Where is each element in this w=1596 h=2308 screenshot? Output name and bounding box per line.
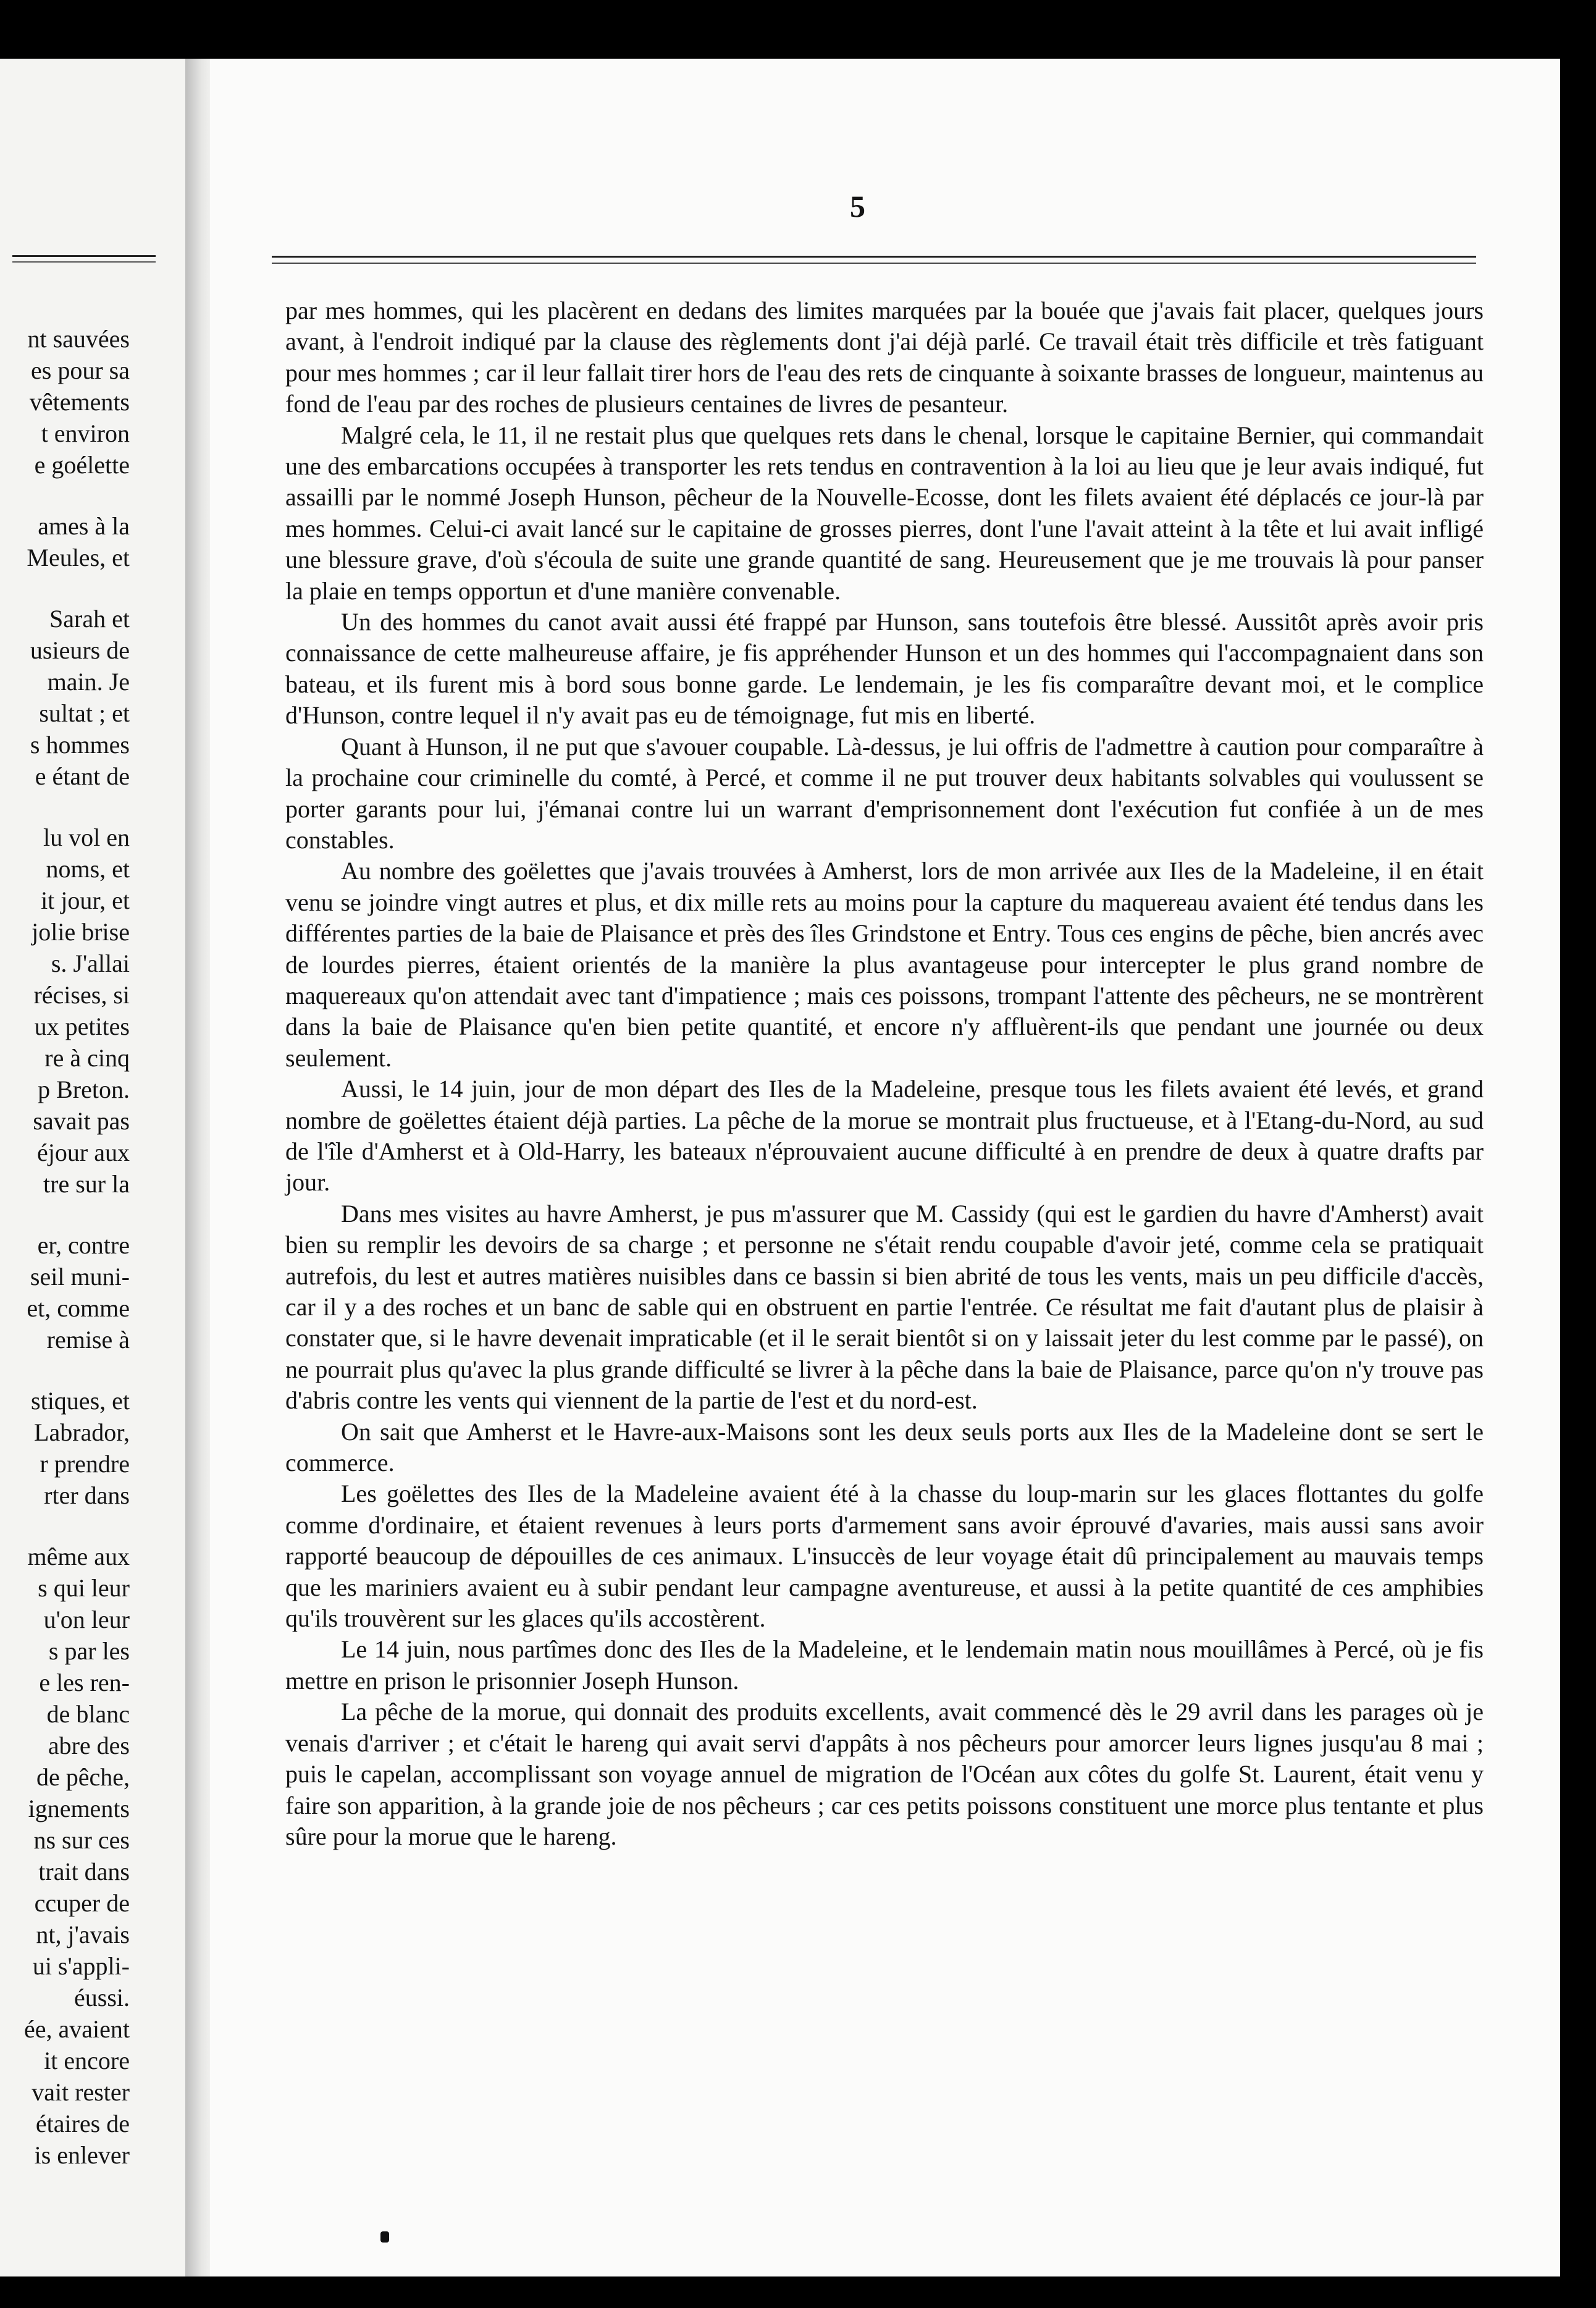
left-page-line: nt sauvées bbox=[27, 325, 130, 353]
left-page-line: it jour, et bbox=[41, 887, 130, 914]
left-page-line: nt, j'avais bbox=[36, 1921, 130, 1948]
left-page-line: is enlever bbox=[34, 2141, 130, 2169]
left-page-line: s hommes bbox=[30, 731, 130, 759]
left-page-line: sultat ; et bbox=[39, 699, 130, 727]
left-page-line: seil muni- bbox=[30, 1263, 130, 1291]
left-page-line: trait dans bbox=[38, 1858, 130, 1885]
page-number: 5 bbox=[850, 189, 865, 224]
left-page-line: p Breton. bbox=[38, 1076, 130, 1103]
paragraph: On sait que Amherst et le Havre-aux-Maisons sont les deux seuls ports aux Iles de la Madeleine dont se sert le commerce. bbox=[285, 1417, 1484, 1477]
left-page-line: et, comme bbox=[27, 1294, 130, 1322]
left-page-line: abre des bbox=[48, 1732, 130, 1759]
header-rule bbox=[272, 256, 1476, 264]
left-page-line bbox=[6, 573, 130, 603]
left-page-line bbox=[6, 1355, 130, 1385]
left-page-line: t environ bbox=[41, 419, 130, 447]
left-page-line: main. Je bbox=[47, 668, 130, 696]
left-page-line: es pour sa bbox=[31, 356, 130, 384]
left-page-line: s. J'allai bbox=[51, 950, 130, 977]
left-page-line: éussi. bbox=[74, 1984, 130, 2011]
left-page-fragment bbox=[0, 59, 185, 2276]
paragraph: Dans mes visites au havre Amherst, je pus m'assurer que M. Cassidy (qui est le gardien du havre d'Amherst) avait bien su remplir les devoirs de sa charge ; et personne ne s'était rendu coupable d'avoir jeté, comme cela se pratiquait autrefois, du lest et autres matières nuisibles dans ce bassin si bien abrité de tous les vents, mais un peu difficile d'accès, car il y a des roches et un banc de sable qui en obstruent en partie l'entrée. Ce résultat me fait d'autant plus de plaisir à constater que, si le havre devenait impraticable (et il le serait bientôt si on y laissait jeter du lest comme par le passé), on ne pourrait plus qu'avec la plus grande difficulté se livrer à la pêche dans la baie de Plaisance, parce qu'on n'y trouve pas d'abris contre les vents qui viennent de la partie de l'est et du nord-est. bbox=[285, 1199, 1484, 1415]
left-page-line: de blanc bbox=[46, 1700, 130, 1728]
left-page-line: noms, et bbox=[46, 855, 130, 883]
left-page-line: Meules, et bbox=[27, 544, 130, 571]
left-page-line: ux petites bbox=[34, 1013, 130, 1040]
body-text bbox=[285, 295, 1484, 1852]
left-page-line: même aux bbox=[27, 1543, 130, 1570]
left-page-line: usieurs de bbox=[30, 636, 130, 664]
left-page-line: s qui leur bbox=[38, 1574, 130, 1602]
left-page-line: e les ren- bbox=[39, 1669, 130, 1696]
left-page-line: vait rester bbox=[32, 2078, 130, 2106]
left-page-line: ns sur ces bbox=[33, 1826, 130, 1854]
left-page-line: ames à la bbox=[38, 512, 130, 540]
left-page-line bbox=[6, 1200, 130, 1229]
left-page-line: ée, avaient bbox=[24, 2015, 130, 2043]
scan-speck bbox=[380, 2231, 389, 2243]
paragraph: Malgré cela, le 11, il ne restait plus que quelques rets dans le chenal, lorsque le capitaine Bernier, qui commandait une des embarcations occupées à transporter les rets tendus en contravention à la loi au lieu que je leur avais indiqué, fut assailli par le nommé Joseph Hunson, pêcheur de la Nouvelle-Ecosse, dont les filets avaient été déplacés ce jour-là par mes hommes. Celui-ci avait lancé sur le capitaine de grosses pierres, dont l'une l'avait atteint à la tête et lui avait infligé une blessure grave, d'où s'écoula de suite une grande quantité de sang. Heureusement que je me trouvais là pour panser la plaie en temps opportun et d'une manière convenable. bbox=[285, 421, 1484, 605]
left-page-line bbox=[6, 792, 130, 822]
paragraph: Au nombre des goëlettes que j'avais trouvées à Amherst, lors de mon arrivée aux Iles de la Madeleine, il en était venu se joindre vingt autres et plus, et dix mille rets au moins pour la capture du maquereau avaient été tendus dans les différentes parties de la baie de Plaisance et près des îles Grindstone et Entry. Tous ces engins de pêche, bien ancrés avec de lourdes pierres, étaient orientés de la manière la plus avantageuse pour intercepter le plus grand nombre de maquereaux qu'on attendait avec tant d'impatience ; mais ces poissons, trompant l'attente des pêcheurs, ne se montrèrent dans la baie de Plaisance qu'en bien petite quantité, et encore n'y affluèrent-ils que pendant une journée ou deux seulement. bbox=[285, 857, 1484, 1072]
left-page-line: remise à bbox=[46, 1326, 130, 1354]
paragraph: Aussi, le 14 juin, jour de mon départ des Iles de la Madeleine, presque tous les filets avaient été levés, et grand nombre de goëlettes étaient déjà parties. La pêche de la morue se montrait plus fructueuse, et à l'Etang-du-Nord, au sud de l'île d'Amherst et à Old-Harry, les bateaux n'éprouvaient aucune difficulté à en prendre de deux à quatre drafts par jour. bbox=[285, 1075, 1484, 1197]
left-page-line: re à cinq bbox=[44, 1044, 130, 1072]
paragraph: Le 14 juin, nous partîmes donc des Iles de la Madeleine, et le lendemain matin nous mouillâmes à Percé, où je fis mettre en prison le prisonnier Joseph Hunson. bbox=[285, 1635, 1484, 1695]
left-page-line: éjour aux bbox=[37, 1139, 130, 1166]
left-page-line: er, contre bbox=[37, 1231, 130, 1259]
left-page-line: e étant de bbox=[35, 762, 130, 790]
paragraph: par mes hommes, qui les placèrent en dedans des limites marquées par la bouée que j'avais fait placer, quelques jours avant, à l'endroit indiqué par la clause des règlements dont j'ai déjà parlé. Ce travail était très difficile et très fatiguant pour mes hommes ; car il leur fallait tirer hors de l'eau des rets de cinquante à soixante brasses de longueur, maintenus au fond de l'eau par des roches de plusieurs centaines de livres de pesanteur. bbox=[285, 297, 1484, 418]
left-page-line: u'on leur bbox=[43, 1606, 130, 1633]
paragraph: La pêche de la morue, qui donnait des produits excellents, avait commencé dès le 29 avril dans les parages où je venais d'arriver ; et c'était le hareng qui avait servi d'appâts à nos pêcheurs pour amorcer leurs lignes jusqu'au 8 mai ; puis le capelan, accomplissant son voyage annuel de migration de l'Océan aux côtes du golfe St. Laurent, était venu y faire son apparition, à la grande joie de nos pêcheurs ; car ces petits poissons constituent une morce plus tentante et plus sûre pour la morue que le hareng. bbox=[285, 1698, 1484, 1850]
left-page-line: tre sur la bbox=[43, 1170, 130, 1198]
left-page-line: ignements bbox=[28, 1795, 130, 1822]
left-page-line: e goélette bbox=[34, 451, 130, 479]
paragraph: Les goëlettes des Iles de la Madeleine avaient été à la chasse du loup-marin sur les glaces flottantes du golfe comme d'ordinaire, et étaient revenues à leurs ports d'armement sans avoir éprouvé d'avaries, mais aussi sans avoir rapporté beaucoup de dépouilles de ces animaux. L'insuccès de leur voyage était dû principalement au mauvais temps que les mariniers avaient eu à subir pendant leur campagne aventureuse, et aussi à la petite quantité de ces amphibies qu'ils trouvèrent sur les glaces qu'ils accostèrent. bbox=[285, 1480, 1484, 1633]
left-page-line bbox=[6, 481, 130, 510]
left-page-line: lu vol en bbox=[43, 823, 130, 851]
left-page-line: rter dans bbox=[44, 1481, 130, 1509]
paragraph: Quant à Hunson, il ne put que s'avouer coupable. Là-dessus, je lui offris de l'admettre à caution pour comparaître à la prochaine cour criminelle du comté, à Percé, et comme il ne put trouver deux habitants solvables qui voulussent se porter garants pour lui, j'émanai contre lui un warrant d'emprisonnement dont l'exécution fut confiée à un de mes constables. bbox=[285, 732, 1484, 854]
left-page-line: de pêche, bbox=[36, 1763, 130, 1791]
left-page-line: savait pas bbox=[33, 1107, 130, 1135]
left-page-line: récises, si bbox=[33, 981, 130, 1009]
left-page-line: r prendre bbox=[40, 1450, 130, 1478]
left-page-line: stiques, et bbox=[31, 1387, 130, 1415]
left-page-line: vêtements bbox=[29, 388, 130, 416]
left-page-line: s par les bbox=[48, 1637, 130, 1665]
left-page-line: it encore bbox=[44, 2047, 130, 2074]
paragraph: Un des hommes du canot avait aussi été frappé par Hunson, sans toutefois être blessé. Aussitôt après avoir pris connaissance de cette malheureuse affaire, je fis appréhender Hunson et un des hommes qui l'accompagnaient dans son bateau, et ils furent mis à bord sous bonne garde. Le lendemain, je les fis comparaître devant moi, et le complice d'Hunson, contre lequel il n'y avait pas eu de témoignage, fut mis en liberté. bbox=[285, 608, 1484, 730]
left-page-header-rule bbox=[12, 255, 156, 263]
left-page-line: Sarah et bbox=[49, 605, 130, 633]
left-page-line: jolie brise bbox=[32, 918, 130, 946]
left-page-line: ccuper de bbox=[34, 1889, 130, 1917]
left-page-line: étaires de bbox=[35, 2110, 130, 2137]
left-page-line: ui s'appli- bbox=[32, 1952, 130, 1980]
left-page-line bbox=[6, 1511, 130, 1541]
left-page-line: Labrador, bbox=[34, 1418, 130, 1446]
left-page-text-column bbox=[6, 323, 130, 2171]
